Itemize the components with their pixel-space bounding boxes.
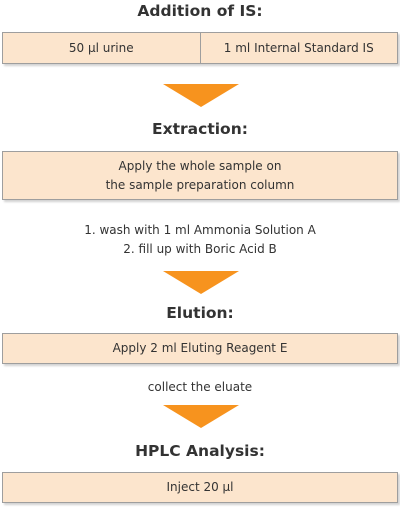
wash-instruction: 1. wash with 1 ml Ammonia Solution A bbox=[84, 223, 316, 237]
heading-addition-of-is: Addition of IS: bbox=[137, 2, 263, 20]
addition-box bbox=[2, 32, 398, 64]
extraction-notes bbox=[0, 221, 400, 259]
heading-extraction: Extraction: bbox=[152, 120, 248, 138]
elution-box bbox=[2, 333, 398, 364]
extraction-box bbox=[2, 151, 398, 200]
heading-elution: Elution: bbox=[166, 304, 234, 322]
heading-hplc-analysis: HPLC Analysis: bbox=[135, 442, 265, 460]
internal-standard-cell: 1 ml Internal Standard IS bbox=[200, 33, 398, 63]
hplc-text: Inject 20 µl bbox=[166, 480, 234, 494]
elution-text: Apply 2 ml Eluting Reagent E bbox=[112, 341, 288, 355]
hplc-box bbox=[2, 472, 398, 503]
extraction-line-2: the sample preparation column bbox=[105, 177, 295, 192]
down-arrow-icon bbox=[163, 405, 239, 428]
down-arrow-icon bbox=[163, 271, 239, 294]
collect-eluate-note: collect the eluate bbox=[147, 380, 253, 394]
fill-instruction: 2. fill up with Boric Acid B bbox=[123, 242, 277, 256]
extraction-line-1: Apply the whole sample on bbox=[118, 158, 282, 173]
down-arrow-icon bbox=[163, 84, 239, 107]
urine-cell: 50 µl urine bbox=[68, 41, 134, 55]
